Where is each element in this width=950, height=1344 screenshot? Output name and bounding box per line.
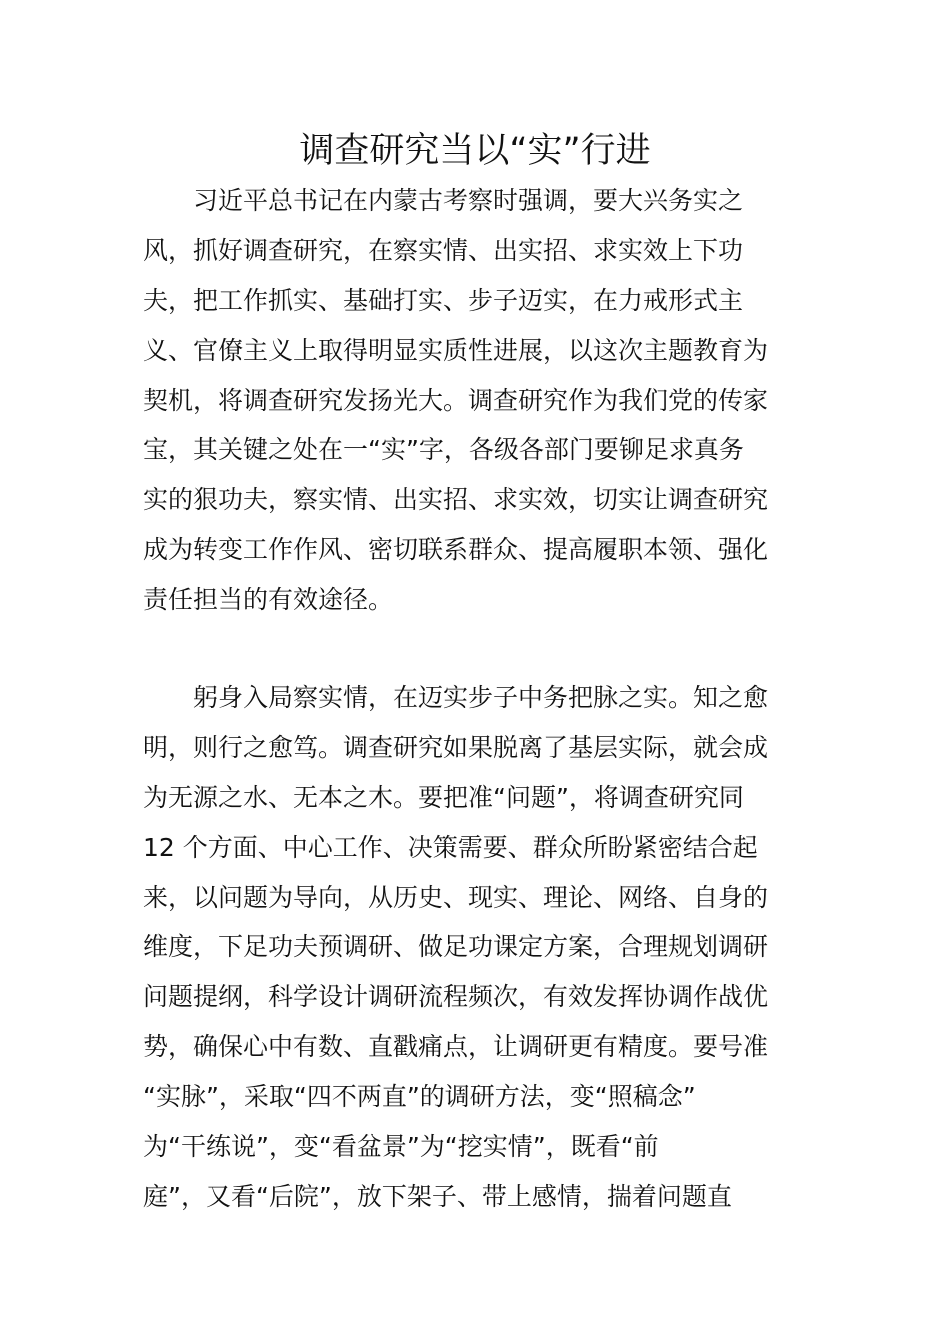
document-title: 调查研究当以“实”行进: [299, 131, 651, 171]
text-line: 12 个方面、中心工作、决策需要、群众所盼紧密结合起: [143, 832, 758, 862]
text-line: 宝，其关键之处在一“实”字，各级各部门要铆足求真务: [143, 435, 744, 465]
text-line: 夫，把工作抓实、基础打实、步子迈实，在力戒形式主: [143, 285, 744, 315]
text-line: 实的狠功夫，察实情、出实招、求实效，切实让调查研究: [143, 485, 769, 515]
text-line: 习近平总书记在内蒙古考察时强调，要大兴务实之: [143, 186, 744, 215]
text-line: 为无源之水、无本之木。要把准“问题”，将调查研究同: [143, 782, 744, 812]
text-line: 来，以问题为导向，从历史、现实、理论、网络、自身的: [143, 882, 769, 912]
text-line: 义、官僚主义上取得明显实质性进展，以这次主题教育为: [143, 335, 769, 365]
paragraph-1: [143, 176, 768, 625]
text-line: 势，确保心中有数、直戳痛点，让调研更有精度。要号准: [143, 1032, 769, 1062]
text-line: 责任担当的有效途径。: [143, 585, 394, 615]
text-line: 为“干练说”，变“看盆景”为“挖实情”，既看“前: [143, 1132, 659, 1162]
text-line: 契机，将调查研究发扬光大。调查研究作为我们党的传家: [143, 385, 769, 415]
text-line: 问题提纲，科学设计调研流程频次，有效发挥协调作战优: [143, 982, 769, 1012]
text-line: 庭”，又看“后院”，放下架子、带上感情，揣着问题直: [143, 1181, 732, 1211]
text-line: 躬身入局察实情，在迈实步子中务把脉之实。知之愈: [143, 683, 769, 712]
text-line: 风，抓好调查研究，在察实情、出实招、求实效上下功: [143, 235, 744, 265]
text-line: 成为转变工作作风、密切联系群众、提高履职本领、强化: [143, 535, 769, 565]
text-line: 明，则行之愈笃。调查研究如果脱离了基层实际，就会成: [143, 732, 769, 762]
text-line: “实脉”，采取“四不两直”的调研方法，变“照稿念”: [143, 1082, 696, 1112]
paragraph-2: [143, 673, 768, 1222]
text-line: 维度，下足功夫预调研、做足功课定方案，合理规划调研: [143, 932, 769, 962]
